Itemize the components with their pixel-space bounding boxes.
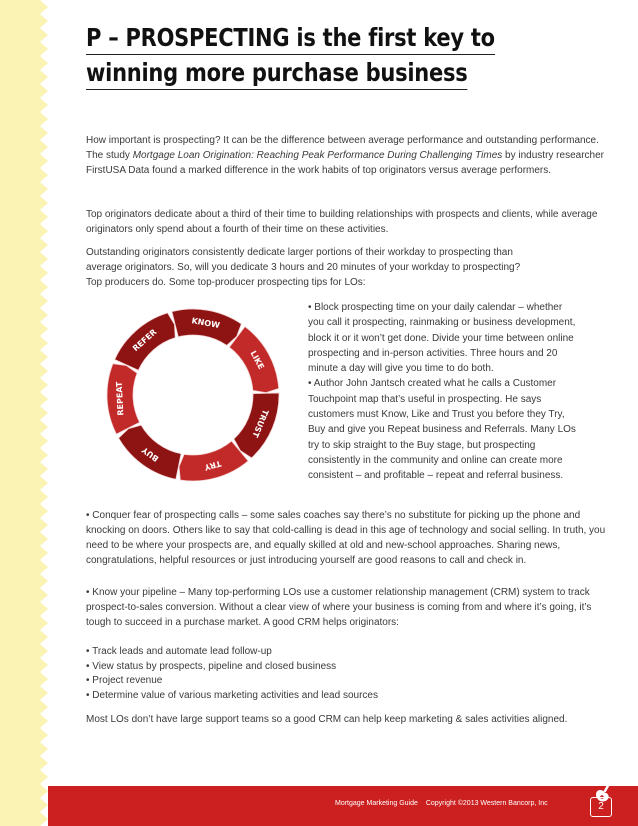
tips-column xyxy=(308,300,580,484)
intro-text-b: by industry researcher FirstUSA Data found a marked difference in the work habits of top originators versus average performers. xyxy=(86,150,604,176)
tip-know-pipeline: • Know your pipeline – Many top-performing LOs use a customer relationship management (CRM) system to track prospect-to-sales conversion. Without a clear view of where your business is coming from and where it’s going, it’s tough to succeed in a purchase market. A good CRM helps originators: xyxy=(86,587,592,628)
ring-label-try: TRY xyxy=(203,458,223,472)
ring-segments xyxy=(107,309,279,481)
intro-paragraph xyxy=(86,133,606,178)
headline-line-1: P – PROSPECTING is the first key to xyxy=(86,22,495,55)
ring-label-buy: BUY xyxy=(140,445,161,464)
outstanding-line-2: average originators. So, will you dedicate 3 hours and 20 minutes of your workday to prospecting? xyxy=(86,262,521,273)
study-title: Mortgage Loan Origination: Reaching Peak Performance During Challenging Times xyxy=(132,150,503,161)
headline-line-2: winning more purchase business xyxy=(86,57,467,90)
ring-label-like: LIKE xyxy=(248,349,266,371)
ring-label-trust: TRUST xyxy=(250,408,271,439)
footer-text xyxy=(335,800,554,807)
outstanding-line-1: Outstanding originators consistently dedicate larger portions of their workday to prospecting than xyxy=(86,247,513,258)
footer-copyright: Copyright ©2013 Western Bancorp, Inc xyxy=(425,800,548,807)
intro-text-a: How important is prospecting? It can be the difference between average performance and outstanding performance. The study xyxy=(86,135,599,161)
list-item: • Project revenue xyxy=(86,675,163,686)
list-item: • View status by prospects, pipeline and closed business xyxy=(86,660,337,672)
page-headline xyxy=(86,22,495,92)
page-number: 2 xyxy=(590,797,612,817)
list-item: • Determine value of various marketing activities and lead sources xyxy=(86,689,378,701)
tip-conquer-fear: • Conquer fear of prospecting calls – some sales coaches say there’s no substitute for picking up the phone and knocking on doors. Others like to say that cold-calling is dead in this age of technology and social selling. In truth, you need to be where your prospects are, and equally skilled at old and new-school approaches. Sharing news, congratulations, helpful resources or just introducing yourself are good reasons to call and check in. xyxy=(86,510,606,566)
tip-block-time: • Block prospecting time on your daily calendar – whether you call it prospecting, rainmaking or business development, block it or it won’t get done. Divide your time between online prospecting and in-person activities. Three hours and 20 minute a day will give you time to do both. xyxy=(308,302,576,375)
customer-touchpoint-ring xyxy=(87,302,299,492)
closing-paragraph: Most LOs don’t have large support teams so a good CRM can help keep marketing & sales activities aligned. xyxy=(86,714,568,725)
list-item: • Track leads and automate lead follow-up xyxy=(86,646,272,657)
time-paragraph: Top originators dedicate about a third of their time to building relationships with prospects and clients, while average originators only spend about a fourth of their time on these activities. xyxy=(86,209,598,235)
footer-guide-title: Mortgage Marketing Guide xyxy=(335,800,418,807)
ring-label-refer: REFER xyxy=(130,327,159,354)
ring-label-know: KNOW xyxy=(190,316,221,331)
ring-label-repeat: REPEAT xyxy=(114,381,126,416)
crm-benefits-list xyxy=(86,645,606,703)
zigzag-sidebar-decoration xyxy=(0,0,52,826)
outstanding-line-3: Top producers do. Some top-producer prospecting tips for LOs: xyxy=(86,277,366,288)
tip-touchpoint-map: • Author John Jantsch created what he calls a Customer Touchpoint map that’s useful in prospecting. He says customers must Know, Like and Trust you before they Try, Buy and give you Repeat business and Referrals. Many LOs try to skip straight to the Buy stage, but prospecting consistently in the community and online can create more consistent – and profitable – repeat and referral business. xyxy=(308,378,576,482)
